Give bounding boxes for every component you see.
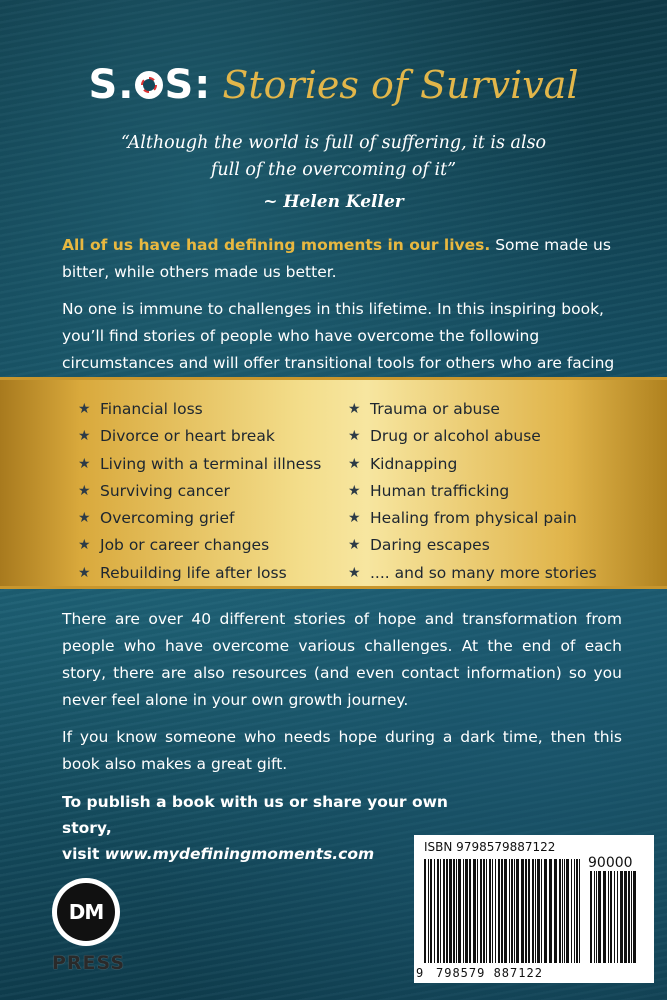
body-text — [62, 606, 622, 788]
barcode-bar — [486, 859, 487, 963]
barcode-bar — [443, 859, 445, 963]
star-icon: ★ — [78, 564, 91, 581]
barcode-bar — [516, 859, 519, 963]
barcode-bar — [437, 859, 439, 963]
dm-logo-icon — [52, 878, 120, 946]
list-item: ★ Living with a terminal illness — [78, 451, 321, 478]
barcode-bar — [544, 859, 547, 963]
star-icon: ★ — [78, 482, 91, 499]
list-item: ★ Trauma or abuse — [348, 396, 597, 423]
barcode-bar — [528, 859, 530, 963]
barcode-bar — [559, 859, 561, 963]
list-item: ★ Drug or alcohol abuse — [348, 423, 597, 450]
list-item: ★ Human trafficking — [348, 478, 597, 505]
star-icon: ★ — [348, 401, 361, 417]
list-item: ★ Healing from physical pain — [348, 505, 597, 532]
barcode-bar — [541, 859, 542, 963]
barcode-bar — [501, 859, 503, 963]
barcode-bar — [483, 859, 485, 963]
barcode-bar — [498, 859, 500, 963]
barcode-bar — [458, 859, 461, 963]
list-item: ★ Rebuilding life after loss — [78, 560, 321, 587]
quote — [0, 130, 667, 184]
isbn-barcode — [414, 835, 654, 983]
barcode-bar — [590, 871, 592, 963]
barcode-bar — [562, 859, 563, 963]
barcode-bar — [620, 871, 623, 963]
barcode-bar — [509, 859, 510, 963]
barcode-bar — [492, 859, 493, 963]
barcode-bar — [532, 859, 534, 963]
barcode-bar — [489, 859, 491, 963]
list-item: ★ Divorce or heart break — [78, 423, 321, 450]
barcode-first-digit: 9 — [416, 966, 425, 980]
intro-paragraph-1 — [62, 232, 622, 286]
star-icon: ★ — [348, 537, 361, 554]
publish-line-2 — [62, 841, 462, 867]
barcode-bar — [576, 859, 578, 963]
barcode-bar — [603, 871, 606, 963]
isbn-label: ISBN 9798579887122 — [424, 840, 556, 854]
star-icon: ★ — [348, 428, 361, 445]
visit-label: visit — [62, 845, 105, 863]
barcode-bar — [628, 871, 630, 963]
book-title — [0, 62, 667, 108]
star-icon: ★ — [78, 401, 91, 417]
list-item: ★ Job or career changes — [78, 532, 321, 559]
barcode-bar — [631, 871, 632, 963]
barcode-bar — [596, 871, 597, 963]
title-script: Stories of Survival — [222, 63, 579, 107]
star-icon: ★ — [348, 455, 361, 472]
website-link[interactable]: www.mydefiningmoments.com — [104, 845, 375, 863]
barcode-bar — [537, 859, 540, 963]
star-icon: ★ — [78, 537, 91, 554]
barcode-bar — [440, 859, 441, 963]
logo-press-text: PRESS — [52, 952, 126, 974]
star-icon: ★ — [78, 455, 91, 472]
barcode-bar — [564, 859, 565, 963]
barcode-bar — [434, 859, 435, 963]
barcode-bar — [633, 871, 636, 963]
list-item: ★ Daring escapes — [348, 532, 597, 559]
barcode-bar — [610, 871, 612, 963]
barcode-bar — [598, 871, 601, 963]
list-item: ★ .... and so many more stories — [348, 560, 597, 587]
barcode-bar — [469, 859, 471, 963]
list-item: ★ Kidnapping — [348, 451, 597, 478]
star-icon: ★ — [348, 482, 361, 499]
barcode-bar — [424, 859, 426, 963]
publish-call-to-action — [62, 789, 462, 867]
title-sos-s1: S. — [88, 62, 135, 108]
publish-line-1: To publish a book with us or share your own story, — [62, 793, 448, 837]
star-icon: ★ — [78, 510, 91, 527]
price-code: 90000 — [588, 855, 633, 871]
barcode-bar — [549, 859, 552, 963]
barcode-bar — [571, 859, 572, 963]
barcode-bar — [594, 871, 595, 963]
barcode-bar — [614, 871, 615, 963]
star-icon: ★ — [348, 510, 361, 527]
barcode-bar — [624, 871, 627, 963]
barcode-bar — [525, 859, 527, 963]
barcode-bar — [456, 859, 457, 963]
topics-list-left — [78, 396, 321, 587]
topics-band — [0, 377, 667, 589]
intro-highlight: All of us have had defining moments in our lives. — [62, 236, 491, 254]
barcode-bar — [504, 859, 507, 963]
star-icon: ★ — [78, 428, 91, 445]
intro-paragraph-2: No one is immune to challenges in this lifetime. In this inspiring book, you’ll find stories of people who have overcome the following circumstances and will offer transitional tools for others who are facing — [62, 300, 615, 372]
star-icon: ★ — [348, 564, 361, 581]
barcode-bar — [521, 859, 524, 963]
barcode-bar — [463, 859, 464, 963]
body-paragraph-2: If you know someone who needs hope during a dark time, then this book also makes a great gift. — [62, 728, 622, 773]
barcode-bar — [511, 859, 513, 963]
barcode-bar — [453, 859, 455, 963]
barcode-bars — [424, 859, 584, 963]
barcode-addon-bars — [590, 871, 638, 963]
barcode-bar — [428, 859, 429, 963]
barcode-bar — [465, 859, 468, 963]
barcode-bar — [514, 859, 515, 963]
quote-line-1: “Although the world is full of suffering, it is also — [120, 133, 547, 153]
logo-mark: DM — [57, 883, 115, 941]
body-paragraph-1: There are over 40 different stories of hope and transformation from people who have overcome various challenges. At the end of each story, there are also resources (and even contact information) so you never feel alone in your own growth journey. — [62, 610, 622, 709]
list-item: ★ Surviving cancer — [78, 478, 321, 505]
barcode-bar — [579, 859, 580, 963]
barcode-bar — [480, 859, 482, 963]
list-item: ★ Financial loss — [78, 396, 321, 423]
barcode-bar — [449, 859, 452, 963]
barcode-bar — [535, 859, 536, 963]
topics-list-right — [348, 396, 597, 587]
barcode-bar — [566, 859, 569, 963]
quote-attribution: ~ Helen Keller — [263, 192, 404, 212]
quote-line-2: full of the overcoming of it” — [210, 160, 457, 180]
barcode-bar — [446, 859, 448, 963]
publisher-logo — [52, 878, 124, 978]
barcode-bar — [608, 871, 609, 963]
barcode-bar — [473, 859, 476, 963]
barcode-bar — [574, 859, 575, 963]
barcode-bar — [554, 859, 557, 963]
barcode-bar — [495, 859, 496, 963]
life-ring-icon — [135, 71, 163, 99]
list-item: ★ Overcoming grief — [78, 505, 321, 532]
title-sos-s2: S: — [164, 62, 212, 108]
barcode-digit-groups: 798579 887122 — [436, 966, 543, 980]
barcode-bar — [477, 859, 478, 963]
barcode-bar — [430, 859, 432, 963]
barcode-bar — [617, 871, 618, 963]
intro-rest: Some made us bitter, while others made us better. — [62, 236, 611, 281]
